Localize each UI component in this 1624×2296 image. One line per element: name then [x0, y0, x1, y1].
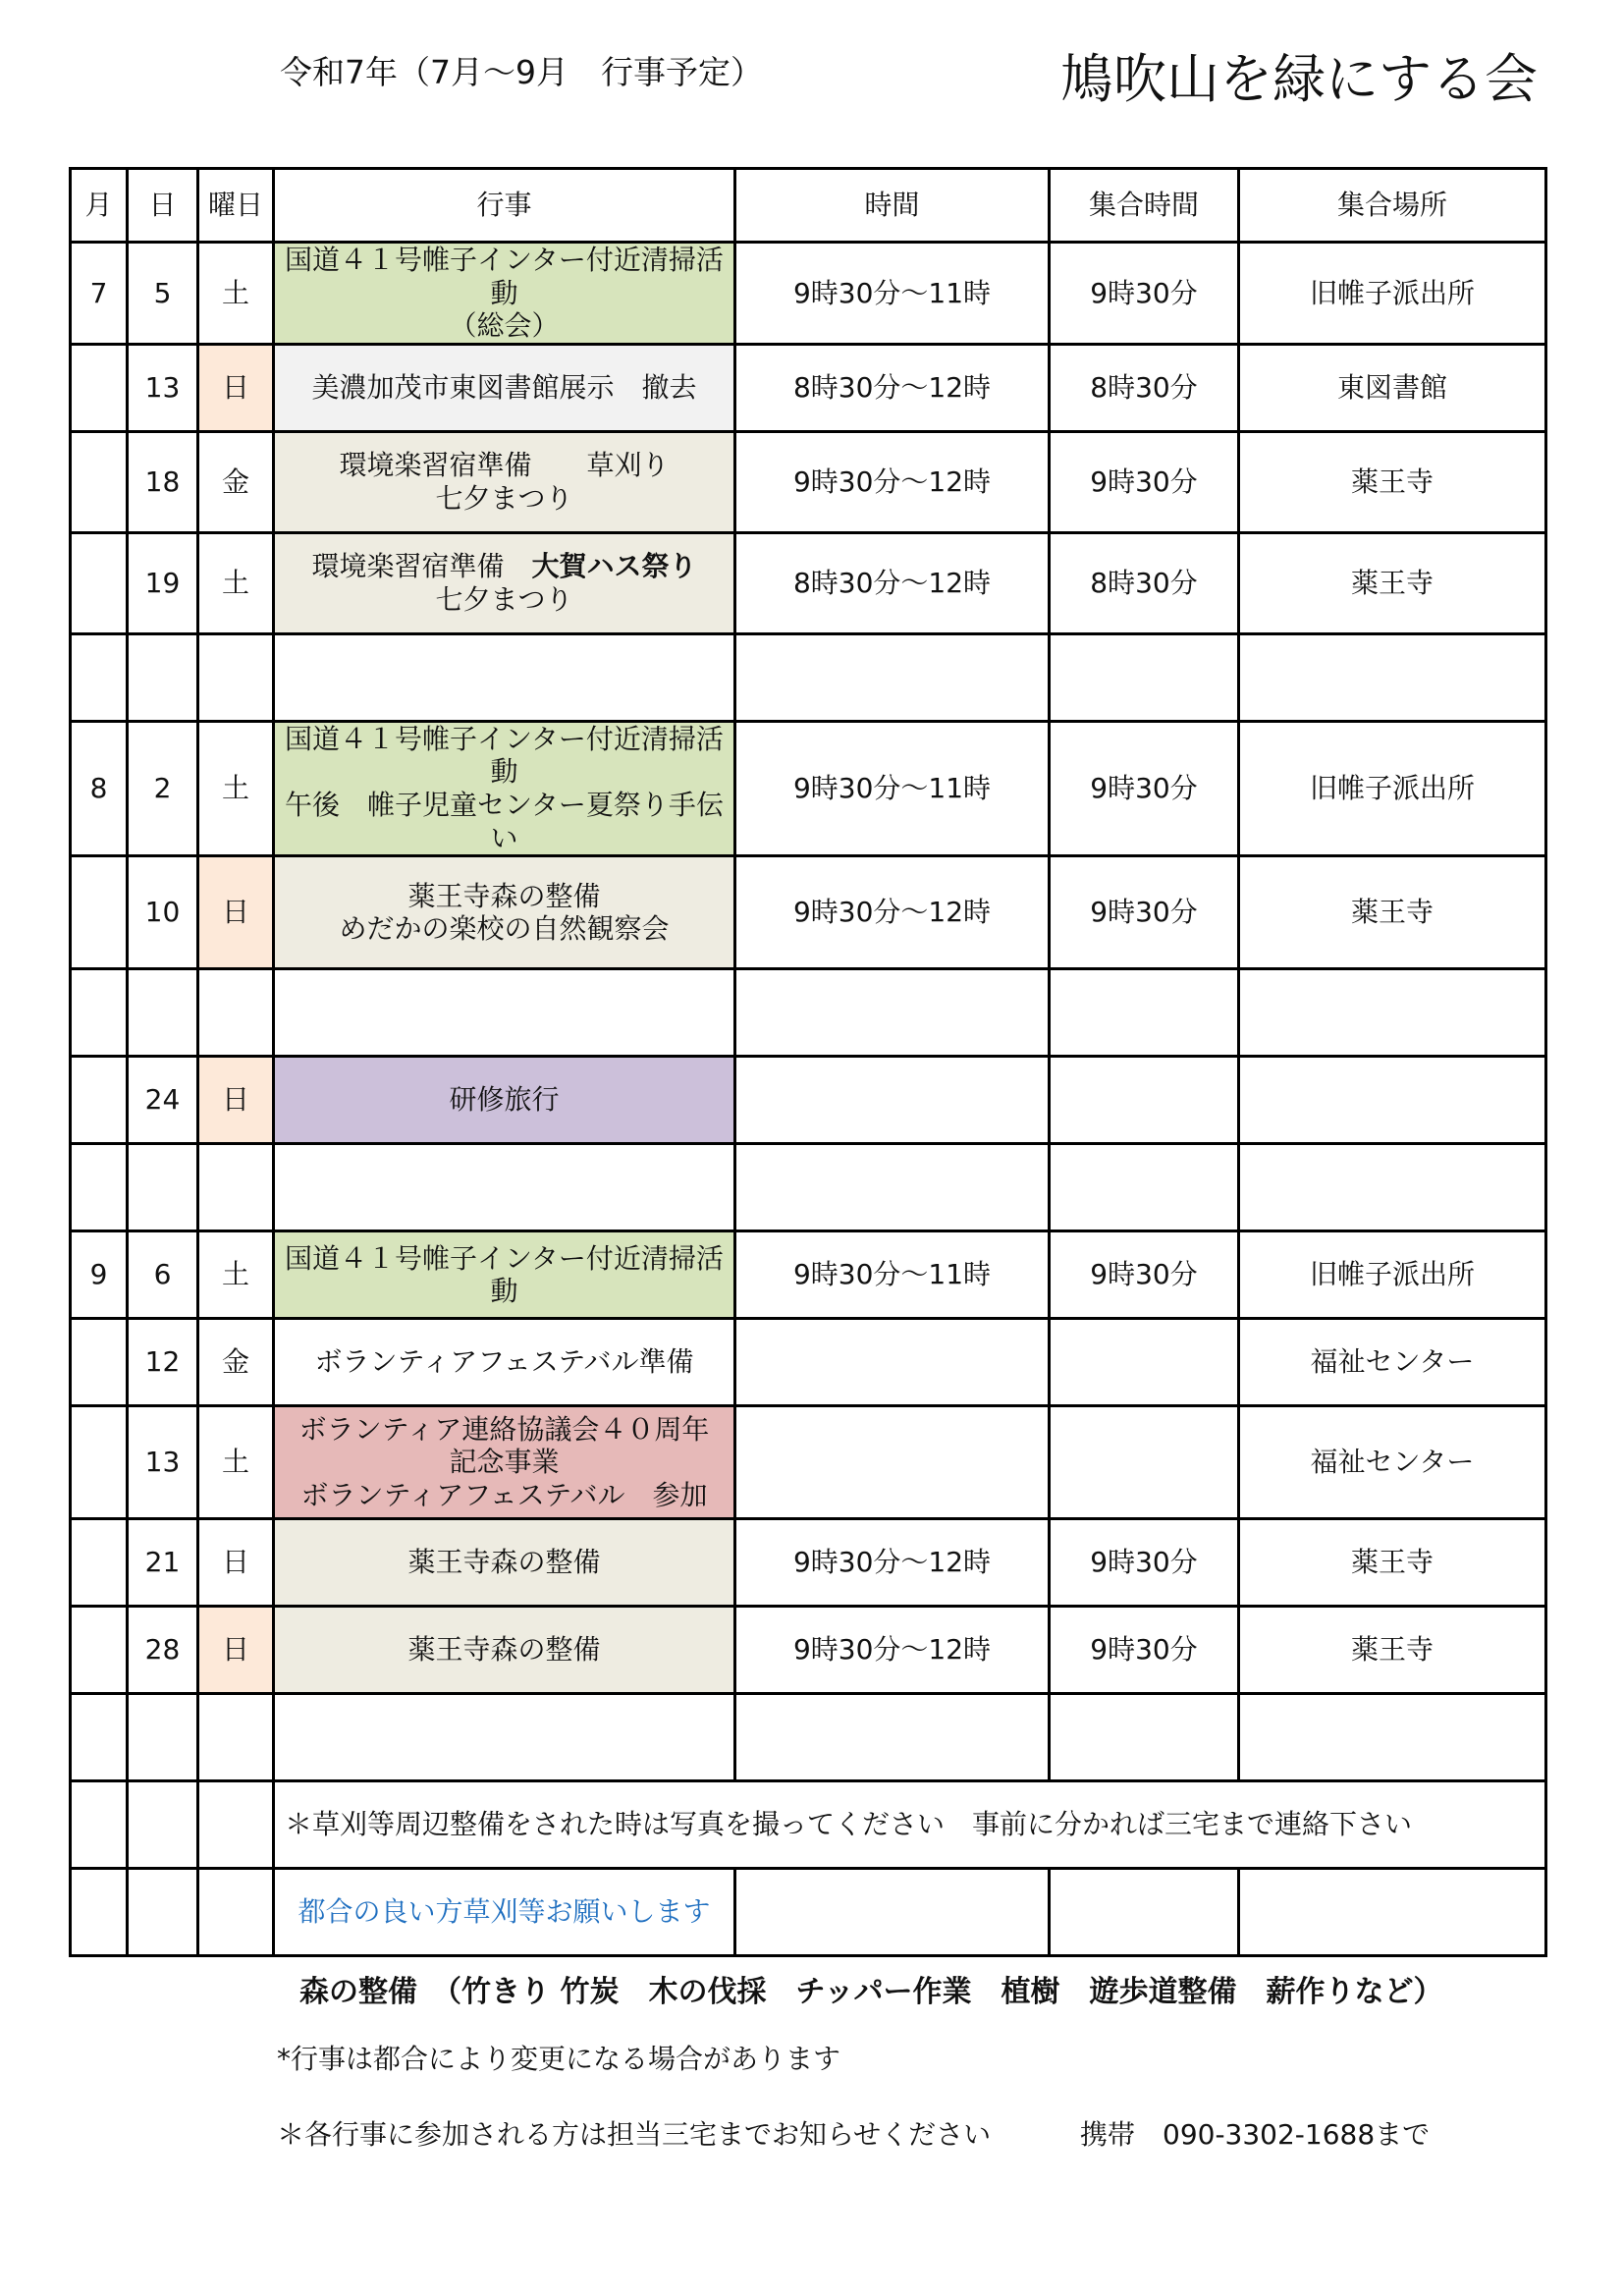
table-row [71, 1144, 1546, 1231]
weekday-cell: 金 [198, 431, 274, 532]
month-cell: 7 [71, 243, 128, 345]
meet-place-cell [1239, 1144, 1546, 1231]
event-line: 国道４１号帷子インター付近清掃活動 [285, 244, 724, 309]
weekday-cell [198, 1869, 274, 1956]
col-meet-place: 集合場所 [1239, 169, 1546, 243]
table-row [71, 532, 1546, 633]
weekday-cell: 土 [198, 243, 274, 345]
time-cell [735, 969, 1050, 1057]
col-weekday: 曜日 [198, 169, 274, 243]
month-cell [71, 431, 128, 532]
time-cell: 9時30分～12時 [735, 1519, 1050, 1607]
col-day: 日 [128, 169, 198, 243]
meet-place-cell: 薬王寺 [1239, 1519, 1546, 1607]
col-month: 月 [71, 169, 128, 243]
event-line: 薬王寺森の整備 [407, 879, 601, 912]
day-cell: 2 [128, 721, 198, 855]
event-cell [274, 1144, 735, 1231]
time-cell [735, 1319, 1050, 1406]
month-cell: 9 [71, 1231, 128, 1319]
event-line [279, 550, 730, 583]
weekday-cell: 日 [198, 1519, 274, 1607]
forest-maintenance-note: 森の整備 （竹きり 竹炭 木の伐採 チッパー作業 植樹 遊歩道整備 薪作りなど） [299, 1975, 1443, 2009]
event-cell [274, 1319, 735, 1406]
time-cell: 9時30分～11時 [735, 243, 1050, 345]
meet-time-cell: 8時30分 [1050, 344, 1239, 431]
meet-place-cell: 薬王寺 [1239, 1607, 1546, 1694]
event-cell [274, 969, 735, 1057]
event-cell [274, 721, 735, 855]
weekday-cell: 日 [198, 1057, 274, 1144]
weekday-cell: 土 [198, 721, 274, 855]
meet-place-cell: 薬王寺 [1239, 856, 1546, 969]
day-cell: 6 [128, 1231, 198, 1319]
event-cell [274, 1519, 735, 1607]
event-highlight: 大賀ハス祭り [531, 550, 697, 583]
meet-place-cell [1239, 969, 1546, 1057]
meet-time-cell [1050, 1869, 1239, 1956]
month-cell [71, 856, 128, 969]
col-meet-time: 集合時間 [1050, 169, 1239, 243]
day-cell [128, 1781, 198, 1869]
meet-place-cell: 旧帷子派出所 [1239, 721, 1546, 855]
table-row [71, 721, 1546, 855]
weekday-cell: 日 [198, 344, 274, 431]
day-cell: 21 [128, 1519, 198, 1607]
event-line: ボランティアフェステバル 参加 [300, 1478, 708, 1511]
time-cell: 8時30分～12時 [735, 532, 1050, 633]
weekday-cell [198, 633, 274, 721]
table-row [71, 431, 1546, 532]
meet-place-cell: 福祉センター [1239, 1319, 1546, 1406]
day-cell [128, 1144, 198, 1231]
time-cell: 9時30分～12時 [735, 1607, 1050, 1694]
schedule-change-note: *行事は都合により変更になる場合があります [277, 2043, 841, 2075]
month-cell [71, 1144, 128, 1231]
event-cell [274, 1231, 735, 1319]
table-row [71, 1231, 1546, 1319]
meet-time-cell [1050, 633, 1239, 721]
event-line: 七夕まつり [435, 582, 573, 616]
note-row [71, 1781, 1546, 1869]
day-cell: 18 [128, 431, 198, 532]
photo-note: ＊草刈等周辺整備をされた時は写真を撮ってください 事前に分かれば三宅まで連絡下さい [274, 1781, 1546, 1869]
event-line: 午後 帷子児童センター夏祭り手伝い [285, 788, 724, 854]
day-cell: 28 [128, 1607, 198, 1694]
schedule-table [69, 167, 1547, 1957]
time-cell: 9時30分～11時 [735, 1231, 1050, 1319]
meet-time-cell: 9時30分 [1050, 721, 1239, 855]
meet-time-cell [1050, 969, 1239, 1057]
meet-time-cell: 8時30分 [1050, 532, 1239, 633]
month-cell [71, 969, 128, 1057]
month-cell [71, 1057, 128, 1144]
meet-place-cell: 福祉センター [1239, 1406, 1546, 1519]
event-line: 研修旅行 [449, 1083, 560, 1117]
event-cell [274, 243, 735, 345]
meet-time-cell [1050, 1406, 1239, 1519]
time-cell [735, 1144, 1050, 1231]
month-cell [71, 1694, 128, 1781]
meet-time-cell: 9時30分 [1050, 1519, 1239, 1607]
table-row [71, 856, 1546, 969]
mowing-request-note: 都合の良い方草刈等お願いします [274, 1869, 735, 1956]
month-cell [71, 1406, 128, 1519]
weekday-cell: 土 [198, 1406, 274, 1519]
day-cell: 13 [128, 1406, 198, 1519]
event-cell [274, 856, 735, 969]
weekday-cell [198, 1144, 274, 1231]
month-cell [71, 532, 128, 633]
weekday-cell: 日 [198, 856, 274, 969]
table-row [71, 1519, 1546, 1607]
meet-time-cell: 9時30分 [1050, 1231, 1239, 1319]
table-row [71, 344, 1546, 431]
day-cell: 5 [128, 243, 198, 345]
event-line: 国道４１号帷子インター付近清掃活動 [285, 722, 724, 789]
col-time: 時間 [735, 169, 1050, 243]
event-line: ボランティア連絡協議会４０周年 [298, 1412, 710, 1446]
meet-place-cell: 薬王寺 [1239, 431, 1546, 532]
meet-place-cell [1239, 633, 1546, 721]
month-cell [71, 633, 128, 721]
table-row [71, 969, 1546, 1057]
col-event: 行事 [274, 169, 735, 243]
participation-note: ＊各行事に参加される方は担当三宅までお知らせください [277, 2118, 992, 2151]
day-cell [128, 969, 198, 1057]
day-cell: 13 [128, 344, 198, 431]
meet-time-cell: 9時30分 [1050, 431, 1239, 532]
time-cell [735, 1694, 1050, 1781]
day-cell [128, 1869, 198, 1956]
month-cell [71, 344, 128, 431]
event-line: （総会） [449, 309, 560, 343]
event-text: 環境楽習宿準備 [311, 550, 532, 583]
event-line: 記念事業 [449, 1446, 560, 1479]
time-cell [735, 1057, 1050, 1144]
table-row [71, 1607, 1546, 1694]
event-cell [274, 1057, 735, 1144]
event-line: めだかの楽校の自然観察会 [339, 912, 670, 946]
event-line: 国道４１号帷子インター付近清掃活動 [285, 1241, 724, 1308]
time-cell [735, 1869, 1050, 1956]
month-cell [71, 1869, 128, 1956]
meet-time-cell [1050, 1694, 1239, 1781]
meet-time-cell [1050, 1144, 1239, 1231]
day-cell: 10 [128, 856, 198, 969]
meet-place-cell [1239, 1694, 1546, 1781]
meet-place-cell: 薬王寺 [1239, 532, 1546, 633]
table-row [71, 1406, 1546, 1519]
schedule-subtitle: 令和7年（7月～9月 行事予定） [280, 53, 763, 91]
weekday-cell [198, 1781, 274, 1869]
event-cell [274, 633, 735, 721]
meet-time-cell [1050, 1057, 1239, 1144]
meet-place-cell [1239, 1057, 1546, 1144]
table-row [71, 633, 1546, 721]
meet-place-cell: 東図書館 [1239, 344, 1546, 431]
meet-time-cell: 9時30分 [1050, 243, 1239, 345]
month-cell: 8 [71, 721, 128, 855]
event-cell [274, 1406, 735, 1519]
table-row [71, 1694, 1546, 1781]
event-cell [274, 1607, 735, 1694]
time-cell: 9時30分～12時 [735, 856, 1050, 969]
meet-place-cell [1239, 1869, 1546, 1956]
event-line: 美濃加茂市東図書館展示 撤去 [311, 370, 697, 404]
day-cell: 24 [128, 1057, 198, 1144]
weekday-cell: 金 [198, 1319, 274, 1406]
request-row [71, 1869, 1546, 1956]
day-cell: 19 [128, 532, 198, 633]
table-row [71, 1057, 1546, 1144]
month-cell [71, 1607, 128, 1694]
event-line: ボランティアフェステバル準備 [314, 1345, 694, 1379]
meet-time-cell [1050, 1319, 1239, 1406]
meet-place-cell: 旧帷子派出所 [1239, 1231, 1546, 1319]
weekday-cell: 土 [198, 532, 274, 633]
weekday-cell: 土 [198, 1231, 274, 1319]
time-cell [735, 633, 1050, 721]
event-cell [274, 1694, 735, 1781]
organization-name: 鳩吹山を緑にする会 [1060, 48, 1538, 110]
month-cell [71, 1319, 128, 1406]
event-cell [274, 431, 735, 532]
meet-place-cell: 旧帷子派出所 [1239, 243, 1546, 345]
weekday-cell: 日 [198, 1607, 274, 1694]
time-cell: 8時30分～12時 [735, 344, 1050, 431]
meet-time-cell: 9時30分 [1050, 1607, 1239, 1694]
meet-time-cell: 9時30分 [1050, 856, 1239, 969]
day-cell [128, 1694, 198, 1781]
month-cell [71, 1519, 128, 1607]
table-row [71, 243, 1546, 345]
month-cell [71, 1781, 128, 1869]
day-cell [128, 633, 198, 721]
time-cell: 9時30分～12時 [735, 431, 1050, 532]
event-line: 薬王寺森の整備 [407, 1633, 601, 1667]
event-line: 薬王寺森の整備 [407, 1546, 601, 1579]
phone-contact: 携帯 090-3302-1688まで [1080, 2118, 1431, 2151]
table-row [71, 1319, 1546, 1406]
day-cell: 12 [128, 1319, 198, 1406]
header-row [71, 169, 1546, 243]
weekday-cell [198, 1694, 274, 1781]
weekday-cell [198, 969, 274, 1057]
time-cell [735, 1406, 1050, 1519]
event-line: 環境楽習宿準備 草刈り [339, 449, 670, 482]
time-cell: 9時30分～11時 [735, 721, 1050, 855]
event-cell [274, 532, 735, 633]
event-line: 七夕まつり [435, 481, 573, 515]
event-cell [274, 344, 735, 431]
